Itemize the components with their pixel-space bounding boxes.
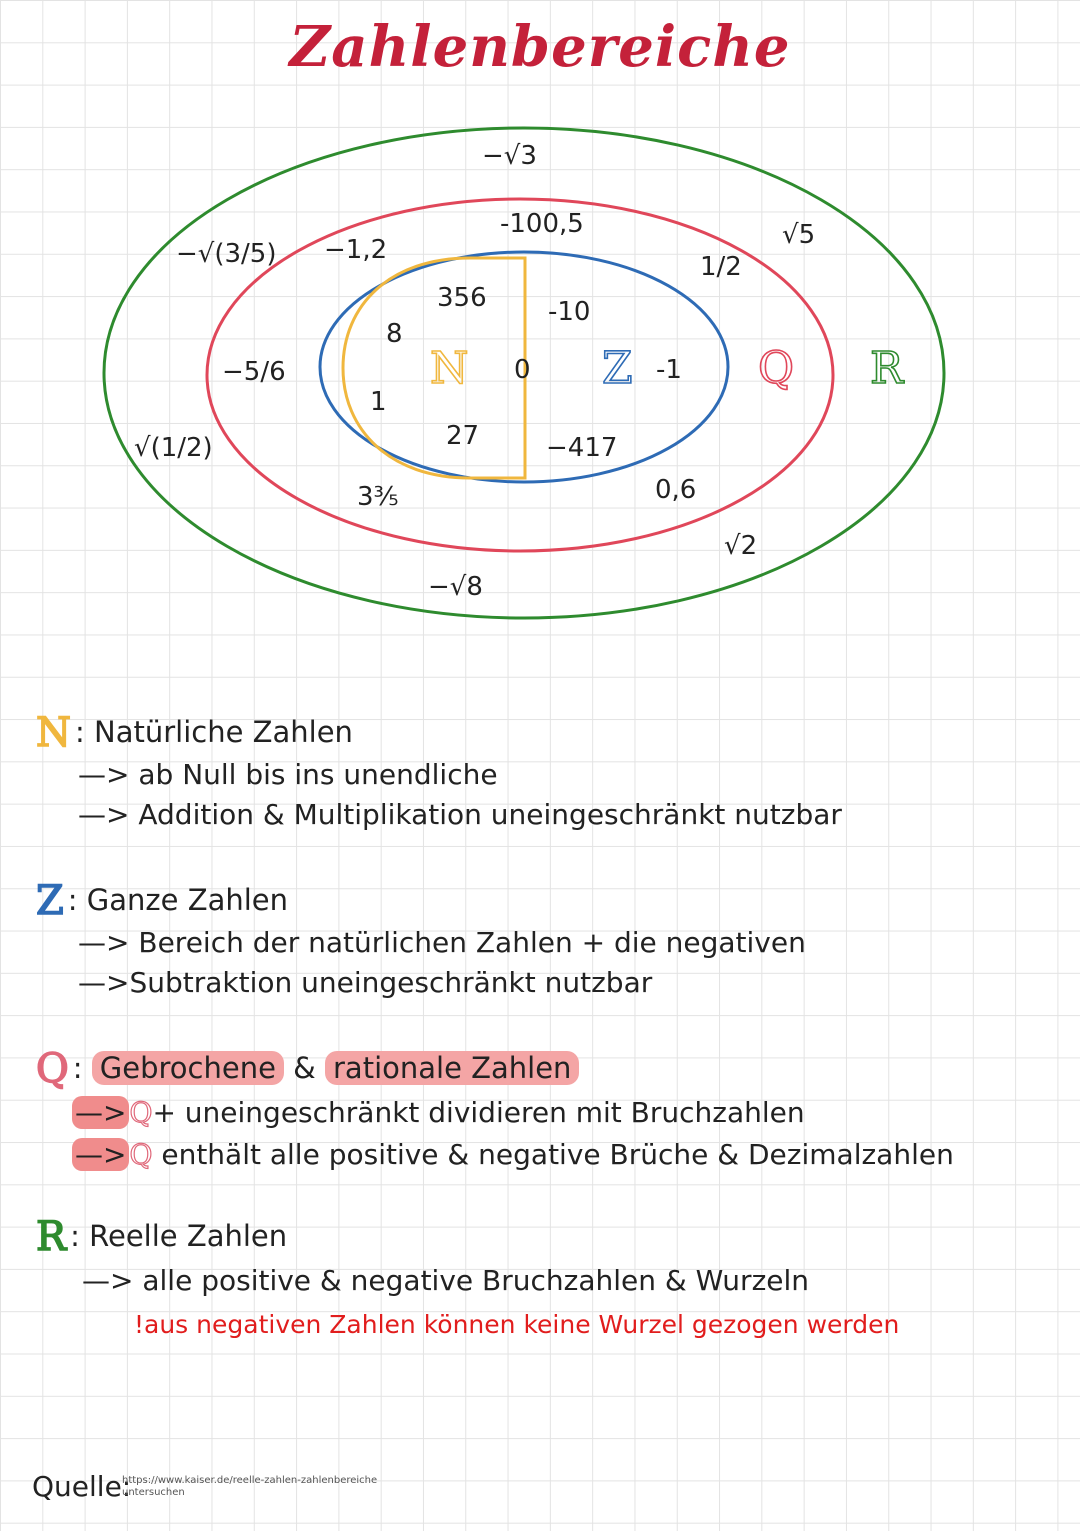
number-356: 356 (437, 283, 487, 313)
section-q-line-1 (72, 1096, 805, 1129)
number-sets-diagram (0, 0, 1080, 650)
number-neg-5-6: −5/6 (222, 357, 286, 387)
page-title: Zahlenbereiche (289, 14, 791, 80)
number-sqrt5: √5 (782, 220, 816, 250)
section-q-symbol: Q (36, 1046, 69, 1092)
section-z-symbol: Z (36, 878, 64, 924)
source-text (122, 1475, 377, 1499)
number-sqrt-half: √(1/2) (134, 433, 213, 463)
section-q-line-2 (72, 1138, 954, 1171)
section-q-line-1-symbol: Q (129, 1096, 153, 1129)
number-0-6: 0,6 (655, 475, 697, 505)
section-z-title: Ganze Zahlen (86, 883, 288, 917)
number-1: 1 (370, 387, 387, 417)
section-r-warning: !aus negativen Zahlen können keine Wurzel gezogen werden (134, 1310, 900, 1339)
number-27: 27 (446, 421, 480, 451)
section-q-line-1-arrow: —> (72, 1096, 129, 1129)
section-q-line-2-symbol: Q (129, 1138, 153, 1171)
section-r-line-1: —> alle positive & negative Bruchzahlen & Wurzeln (82, 1264, 810, 1297)
number-mixed-3-1-5: 3⅗ (357, 482, 399, 512)
section-r-title: Reelle Zahlen (89, 1219, 288, 1253)
section-q-title-b: rationale Zahlen (325, 1051, 579, 1085)
number-neg1: -1 (656, 355, 682, 385)
section-n-heading: N : Natürliche Zahlen (36, 710, 353, 756)
number-0: 0 (514, 355, 531, 385)
section-n-line-1: —> ab Null bis ins unendliche (78, 758, 498, 791)
section-r-symbol: R (36, 1214, 67, 1260)
section-r-heading: R : Reelle Zahlen (36, 1214, 288, 1260)
number-neg-1-2: −1,2 (324, 235, 388, 265)
number-neg-sqrt-3-5: −√(3/5) (176, 239, 277, 269)
section-n-title: Natürliche Zahlen (94, 715, 353, 749)
number-neg417: −417 (546, 433, 618, 463)
section-n-line-2: —> Addition & Multiplikation uneingeschränkt nutzbar (78, 798, 842, 831)
number-neg-sqrt8: −√8 (428, 572, 483, 602)
section-q-line-2-arrow: —> (72, 1138, 129, 1171)
section-q-line-2-text: enthält alle positive & negative Brüche & Dezimalzahlen (161, 1138, 954, 1171)
source-url: https://www.kaiser.de/reelle-zahlen-zahlenbereiche (122, 1475, 378, 1486)
section-z-heading: Z : Ganze Zahlen (36, 878, 288, 924)
number-neg-100-5: -100,5 (500, 209, 584, 239)
number-8: 8 (386, 319, 403, 349)
number-neg10: -10 (548, 297, 591, 327)
section-n-symbol: N (36, 710, 71, 756)
set-n-label: N (430, 343, 469, 394)
section-q-heading: Q : Gebrochene & rationale Zahlen (36, 1046, 579, 1092)
number-half: 1/2 (700, 252, 742, 282)
section-q-line-1-text: + uneingeschränkt dividieren mit Bruchzahlen (152, 1096, 805, 1129)
section-z-line-1: —> Bereich der natürlichen Zahlen + die negativen (78, 926, 806, 959)
section-q-title-a: Gebrochene (92, 1051, 284, 1085)
set-z-label: Z (602, 343, 633, 394)
set-r-label: R (870, 343, 904, 394)
source-note: untersuchen (122, 1487, 185, 1498)
source-label: Quelle: (32, 1470, 132, 1503)
set-q-label: Q (758, 343, 795, 394)
number-sqrt2: √2 (724, 531, 758, 561)
section-z-line-2: —>Subtraktion uneingeschränkt nutzbar (78, 966, 653, 999)
number-neg-sqrt3: −√3 (482, 141, 537, 171)
section-q-amp: & (293, 1051, 316, 1085)
